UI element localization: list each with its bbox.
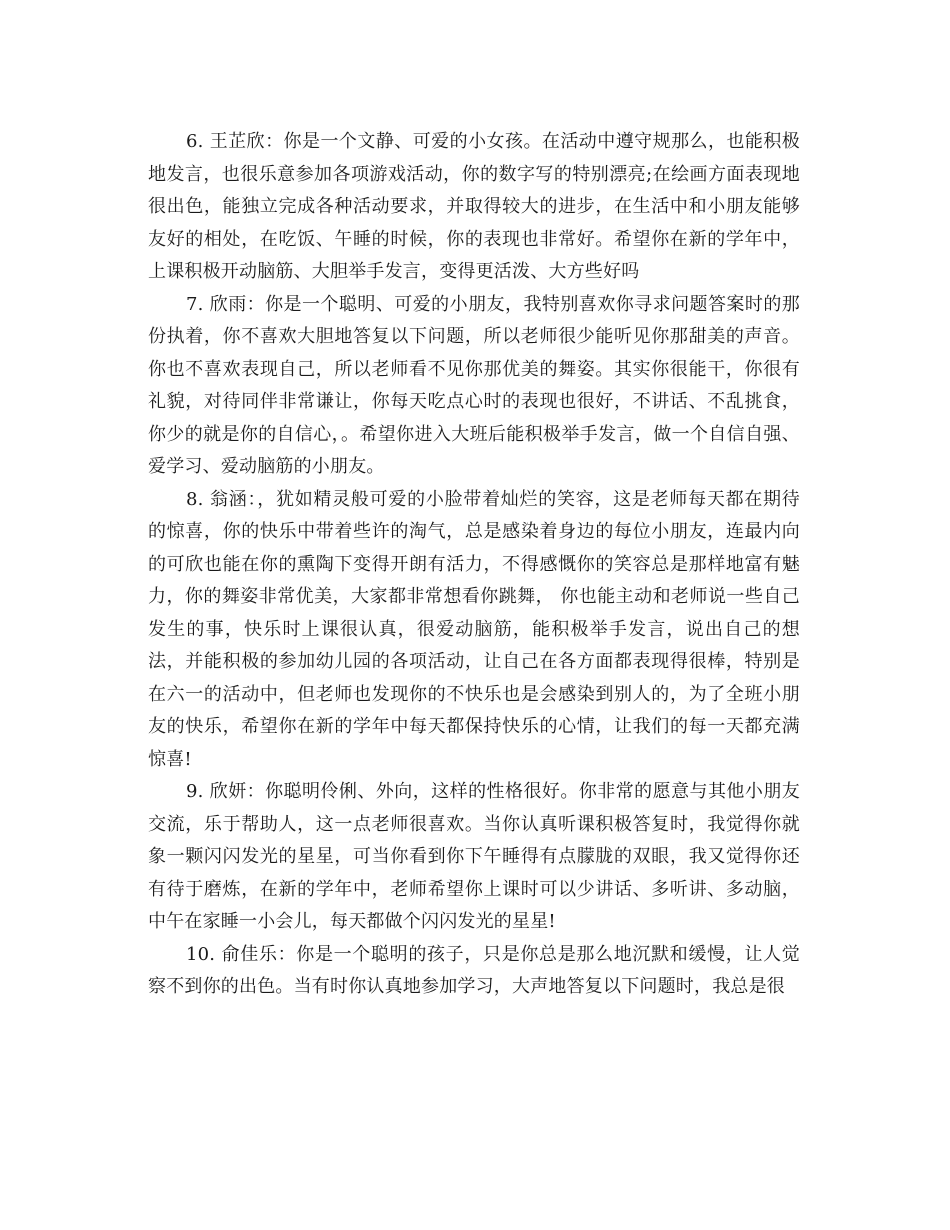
text-line: 10. 俞佳乐：你是一个聪明的孩子，只是你总是那么地沉默和缓慢，让人觉 — [186, 943, 800, 965]
text-line: 自己发生的事，快乐时上课很认真，很爱动脑筋，能积极举手发言，说出自己的 — [148, 586, 800, 640]
comment-paragraph-6 — [148, 126, 800, 289]
text-line: 友交流，乐于帮助人，这一点老师很喜欢。当你认真听课积极答复时，我觉得你 — [148, 781, 800, 835]
text-line: 是在六一的活动中，但老师也发现你的不快乐也是会感染到别人的，为了全班小 — [148, 651, 800, 705]
text-line: 向的可欣也能在你的熏陶下变得开朗有活力，不得感慨你的笑容总是那样地富有 — [148, 521, 800, 575]
comment-paragraph-9 — [148, 776, 800, 939]
text-line: 极地发言，也很乐意参加各项游戏活动，你的数字写的特别漂亮;在绘画方面表 — [148, 131, 800, 185]
comment-paragraph-8 — [148, 484, 800, 777]
text-line: 8. 翁涵：，犹如精灵般可爱的小脸带着灿烂的笑容，这是老师每天都在期 — [186, 488, 782, 510]
text-line: 音。你也不喜欢表现自己，所以老师看不见你那优美的舞姿。其实你很能干，你 — [148, 326, 800, 380]
text-line: 待的惊喜，你的快乐中带着些许的淘气，总是感染着身边的每位小朋友，连最内 — [148, 488, 800, 542]
text-line: 中，上课积极开动脑筋、大胆举手发言，变得更活泼、大方些好吗 — [148, 228, 800, 282]
document-page — [148, 126, 800, 1004]
text-line: 想法，并能积极的参加幼儿园的各项活动，让自己在各方面都表现得很棒，特别 — [148, 618, 800, 672]
text-line: 朋友的快乐，希望你在新的学年中每天都保持快乐的心情，让我们的每一天都充 — [148, 683, 800, 737]
text-line: 还有待于磨炼，在新的学年中，老师希望你上课时可以少讲话、多听讲、多动 — [148, 846, 800, 900]
text-line: 自强、爱学习、爱动脑筋的小朋友。 — [148, 423, 800, 477]
text-line: 7. 欣雨：你是一个聪明、可爱的小朋友，我特别喜欢你寻求问题答案时的 — [186, 293, 782, 315]
text-line: 很有礼貌，对待同伴非常谦让，你每天吃点心时的表现也很好，不讲话、不乱挑 — [148, 358, 800, 412]
text-line: 就象一颗闪闪发光的星星，可当你看到你下午睡得有点朦胧的双眼，我又觉得你 — [148, 813, 800, 867]
comment-paragraph-7 — [148, 289, 800, 484]
text-line: 食，你少的就是你的自信心，。希望你进入大班后能积极举手发言，做一个自信 — [148, 391, 800, 445]
text-line: 能够友好的相处，在吃饭、午睡的时候，你的表现也非常好。希望你在新的学年 — [148, 196, 800, 250]
text-line: 9. 欣妍：你聪明伶俐、外向，这样的性格很好。你非常的愿意与其他小朋 — [186, 781, 782, 802]
text-line: 脑，中午在家睡一小会儿，每天都做个闪闪发光的星星! — [148, 878, 800, 932]
comment-paragraph-10 — [148, 939, 800, 1004]
text-line: 察不到你的出色。当有时你认真地参加学习，大声地答复以下问题时，我总是很 — [148, 976, 785, 997]
text-line: 魅力，你的舞姿非常优美，大家都非常想看你跳舞， 你也能主动和老师说一些 — [148, 553, 800, 607]
text-line: 6. 王芷欣：你是一个文静、可爱的小女孩。在活动中遵守规那么，也能积 — [186, 131, 782, 152]
text-line: 那份执着，你不喜欢大胆地答复以下问题，所以老师很少能听见你那甜美的声 — [148, 293, 800, 347]
text-line: 满惊喜! — [148, 716, 800, 770]
text-line: 现地很出色，能独立完成各种活动要求，并取得较大的进步，在生活中和小朋友 — [148, 163, 800, 217]
